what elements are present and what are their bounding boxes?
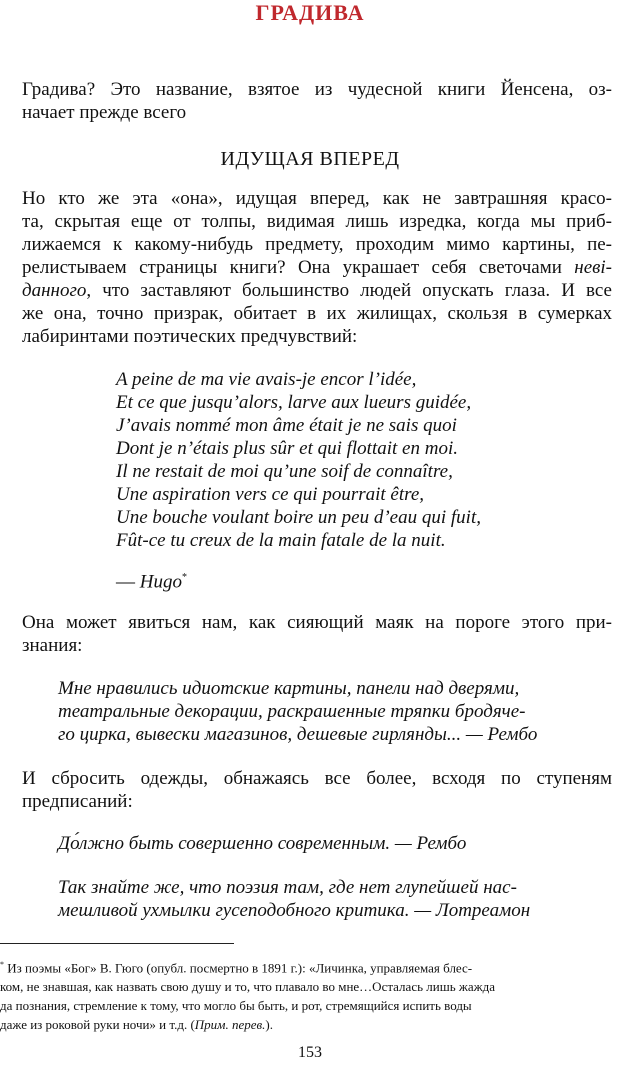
footnote-marker: * <box>0 960 4 969</box>
footnote-line-4-italic: Прим. перев. <box>194 1017 266 1033</box>
p1-line-1: Но кто же эта «она», идущая вперед, как не завтрашняя красо- <box>22 188 612 209</box>
p3-line-1: И сбросить одежды, обнажаясь все более, всходя по ступеням <box>22 768 612 789</box>
quote3-line-2: мешливой ухмылки гусеподобного критика. — Лотреамон <box>58 900 531 921</box>
footnote-line-4-text: даже из роковой руки ночи» и т.д. ( <box>0 1017 195 1033</box>
p1-line-4-text: релистываем страницы книги? Она украшает себя светочами <box>22 257 575 278</box>
poem-line: Fût-ce tu creux de la main fatale de la nuit. <box>116 530 446 551</box>
section-heading: ИДУЩАЯ ВПЕРЕД <box>220 148 400 170</box>
poem-line: Une aspiration vers ce qui pourrait être, <box>116 484 425 505</box>
lautreamont-quote <box>58 876 584 922</box>
footnote-line-1 <box>0 955 612 977</box>
intro-line-1: Градива? Это название, взятое из чудесной книги Йенсена, оз- <box>22 79 612 100</box>
paragraph-1 <box>22 187 612 348</box>
p1-line-3: лижаемся к какому-нибудь предмету, проходим мимо картины, пе- <box>22 234 612 255</box>
attribution-author: Hugo <box>139 571 182 593</box>
poem-line: Et ce que jusqu’alors, larve aux lueurs guidée, <box>116 392 472 413</box>
rimbaud-quote-1 <box>58 677 584 746</box>
poem-line: A peine de ma vie avais-je encor l’idée, <box>116 369 417 390</box>
footnote <box>0 955 612 1034</box>
footnote-line-1-text: Из поэмы «Бог» В. Гюго (опубл. посмертно в 1891 г.): «Личинка, управляемая блес- <box>4 960 473 976</box>
poem-line: Il ne restait de moi qu’une soif de connaître, <box>116 461 453 482</box>
p2-line-2: знания: <box>22 635 83 656</box>
p1-line-4 <box>22 256 612 279</box>
footnote-line-4 <box>0 1015 612 1034</box>
p3-line-2: предписаний: <box>22 791 133 812</box>
quote1-line-1: Мне нравились идиотские картины, панели над дверями, <box>58 678 520 699</box>
attribution-dash: — <box>116 571 140 593</box>
p1-line-4-italic: невi- <box>574 257 612 278</box>
rimbaud-quote-2 <box>58 832 584 855</box>
footnote-line-4-end: ). <box>265 1017 274 1033</box>
quote1-line-3: го цирка, вывески магазинов, дешевые гирлянды... — Рембо <box>58 724 538 745</box>
poem-line: J’avais nommé mon âme était je ne sais quoi <box>116 415 457 436</box>
poem-line: Une bouche voulant boire un peu d’eau qui fuit, <box>116 507 481 528</box>
quote3-line-1: Так знайте же, что поэзия там, где нет глупейшей нас- <box>58 877 517 898</box>
quote1-line-2: театральные декорации, раскрашенные тряпки бродяче- <box>58 701 526 722</box>
p1-line-6: же она, точно призрак, обитает в их жилищах, скользя в сумерках <box>22 303 612 324</box>
intro-paragraph <box>22 78 612 124</box>
quote2-line-1: До́лжно быть совершенно современным. — Рембо <box>58 833 467 854</box>
page-number: 153 <box>298 1044 322 1061</box>
chapter-title: ГРАДИВА <box>255 0 365 25</box>
footnote-divider <box>0 943 234 944</box>
paragraph-3 <box>22 767 612 813</box>
p1-line-7: лабиринтами поэтических предчувствий: <box>22 326 358 347</box>
p1-line-2: та, скрытая еще от толпы, видимая лишь изредка, когда мы приб- <box>22 211 612 232</box>
footnote-marker: * <box>181 572 187 583</box>
footnote-line-3: да познания, стремление к тому, что могло бы быть, и рот, стремящийся испить воды <box>0 998 472 1014</box>
intro-line-2: начает прежде всего <box>22 102 187 123</box>
p1-line-5-italic: данного <box>22 280 87 301</box>
hugo-poem <box>116 368 586 552</box>
poem-attribution <box>116 566 187 593</box>
p2-line-1: Она может явиться нам, как сияющий маяк на пороге этого при- <box>22 612 612 633</box>
footnote-line-2: ком, не знавшая, как назвать свою душу и то, что плавало во мне…Осталась лишь жажда <box>0 979 496 995</box>
p1-line-5 <box>22 279 612 302</box>
p1-line-5-text: , что заставляют большинство людей опускать глаза. И все <box>86 280 612 301</box>
poem-line: Dont je n’étais plus sûr et qui flottait en moi. <box>116 438 458 459</box>
paragraph-2 <box>22 611 612 657</box>
